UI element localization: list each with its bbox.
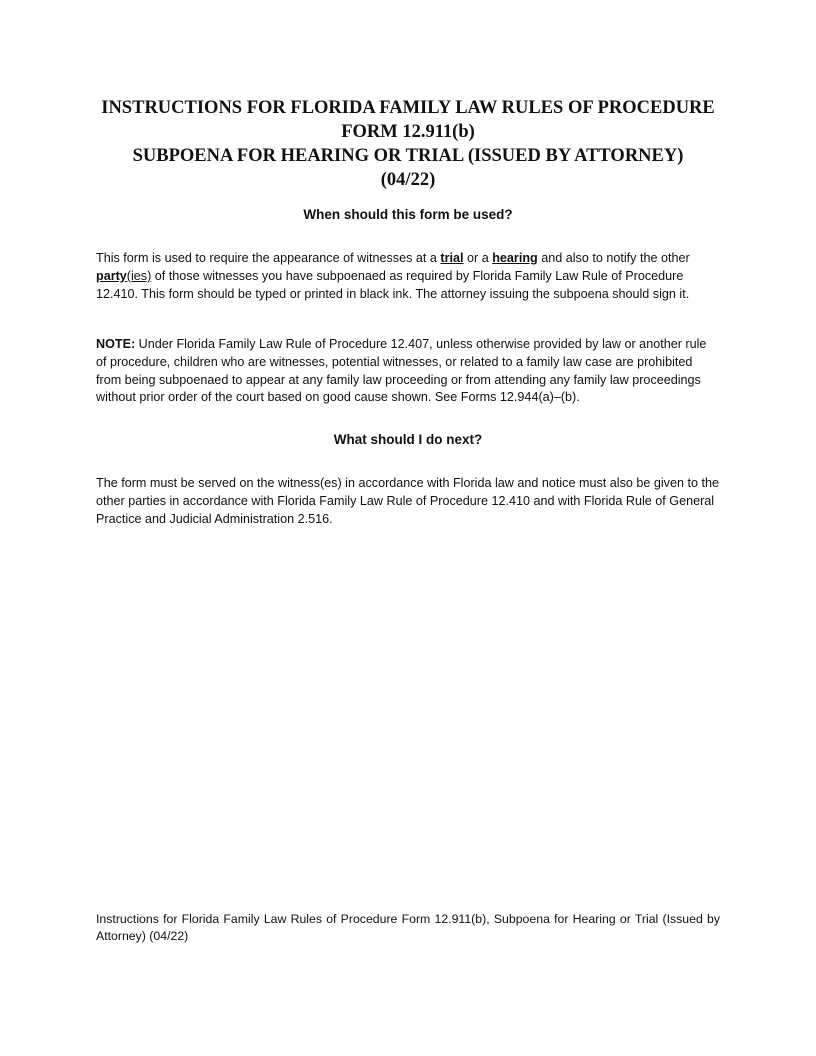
intro-text-1: This form is used to require the appearance of witnesses at a (96, 251, 441, 265)
page-footer: Instructions for Florida Family Law Rules of Procedure Form 12.911(b), Subpoena for Hearing or Trial (Issued by Attorney) (04/22) (96, 912, 720, 943)
title-line-2: FORM 12.911(b) (341, 122, 475, 142)
section-heading-when: When should this form be used? (303, 207, 513, 222)
intro-paragraph (96, 250, 720, 303)
intro-text-4: of those witnesses you have subpoenaed as required by Florida Family Law Rule of Procedure 12.410. This form should be typed or printed in black ink. The attorney issuing the subpoena should sign it. (96, 268, 690, 301)
title-line-1: INSTRUCTIONS FOR FLORIDA FAMILY LAW RULES OF PROCEDURE (101, 98, 715, 118)
document-title (96, 96, 720, 192)
intro-text-3: and also to notify the other (537, 251, 690, 265)
note-paragraph (96, 336, 720, 407)
title-line-4: (04/22) (380, 170, 436, 190)
term-trial: trial (440, 251, 464, 265)
term-party-suffix: (ies) (126, 268, 152, 283)
term-hearing: hearing (492, 251, 538, 265)
title-line-3: SUBPOENA FOR HEARING OR TRIAL (ISSUED BY ATTORNEY) (132, 146, 684, 166)
next-steps-paragraph: The form must be served on the witness(es) in accordance with Florida law and notice must also be given to the other parties in accordance with Florida Family Law Rule of Procedure 12.410 and with Florida Rule of General Practice and Judicial Administration 2.516. (96, 476, 719, 526)
section-heading-next: What should I do next? (333, 432, 483, 447)
note-text: Under Florida Family Law Rule of Procedure 12.407, unless otherwise provided by law or another rule of procedure, children who are witnesses, potential witnesses, or related to a family law case are prohibited from being subpoenaed to appear at any family law proceeding or from attending any family law proceedings without prior order of the court based on good cause shown. See Forms 12.944(a)–(b). (96, 337, 707, 405)
intro-text-2: or a (463, 251, 493, 265)
note-label: NOTE: (96, 337, 136, 351)
term-party: party (96, 268, 127, 283)
